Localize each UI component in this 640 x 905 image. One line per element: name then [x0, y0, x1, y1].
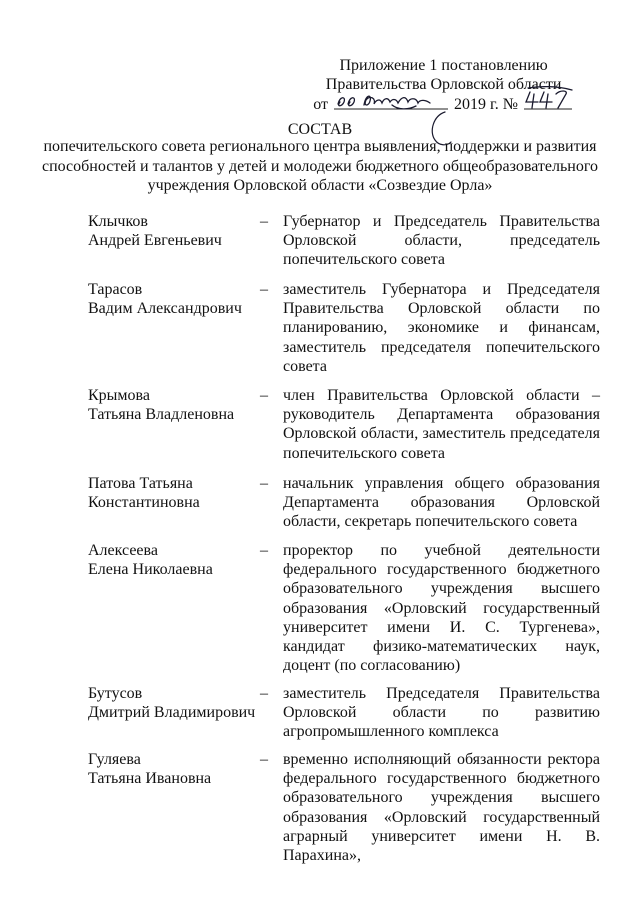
member-name: Бутусов Дмитрий Владимирович: [88, 685, 256, 722]
handwritten-number: [522, 94, 574, 112]
appendix-date-line: [313, 94, 574, 114]
appendix-header: [313, 56, 574, 114]
appendix-line-1: Приложение 1 постановлению: [339, 57, 548, 74]
date-year: 2019 г. №: [453, 96, 518, 113]
member-role: проректор по учебной деятельности федерального государственного бюджетного образовательного учреждения высшего образования «Орловский государственный университет имени И. С. Тургенева», кандидат физико-математических наук, доцент (по согласованию): [283, 542, 600, 675]
member-role: Губернатор и Председатель Правительства Орловской области, председатель попечительского совета: [283, 213, 600, 269]
member-name: Крымова Татьяна Владленовна: [88, 387, 235, 424]
member-role: член Правительства Орловской области – руководитель Департамента образования Орловской области, заместитель председателя попечительского совета: [283, 387, 600, 462]
date-prefix: от: [313, 96, 328, 113]
member-dash: –: [260, 751, 268, 768]
member-role: заместитель Председателя Правительства Орловской области по развитию агропромышленного комплекса: [283, 685, 600, 741]
member-dash: –: [260, 281, 268, 298]
member-name: Гуляева Татьяна Ивановна: [88, 751, 212, 788]
member-name: Патова Татьяна Константиновна: [88, 475, 200, 512]
handwritten-date: [332, 94, 450, 112]
member-name: Алексеева Елена Николаевна: [88, 542, 213, 579]
appendix-line-2: Правительства Орловской области: [325, 76, 562, 93]
document-subtitle: попечительского совета регионального центра выявления, поддержки и развития способностей и талантов у детей и молодежи бюджетного общеобразовательного учреждения Орловской области «Созвездие Орла»: [41, 138, 598, 194]
member-dash: –: [260, 685, 268, 702]
member-dash: –: [260, 387, 268, 404]
member-dash: –: [260, 475, 268, 492]
member-dash: –: [260, 213, 268, 230]
member-role: начальник управления общего образования Департамента образования Орловской области, секретарь попечительского совета: [283, 475, 600, 531]
member-name: Клычков Андрей Евгеньевич: [88, 213, 222, 250]
handwritten-number-signature: [522, 86, 574, 112]
document-title: СОСТАВ: [287, 121, 353, 138]
member-name: Тарасов Вадим Александрович: [88, 281, 242, 318]
member-dash: –: [260, 542, 268, 559]
member-role: временно исполняющий обязанности ректора федерального государственного бюджетного образовательного учреждения высшего образования «Орловский государственный аграрный университет имени Н. В. Парахина»,: [283, 751, 600, 865]
handwritten-date-signature: [332, 90, 450, 112]
member-role: заместитель Губернатора и Председателя Правительства Орловской области по планированию, экономике и финансам, заместитель председателя попечительского совета: [283, 281, 600, 375]
